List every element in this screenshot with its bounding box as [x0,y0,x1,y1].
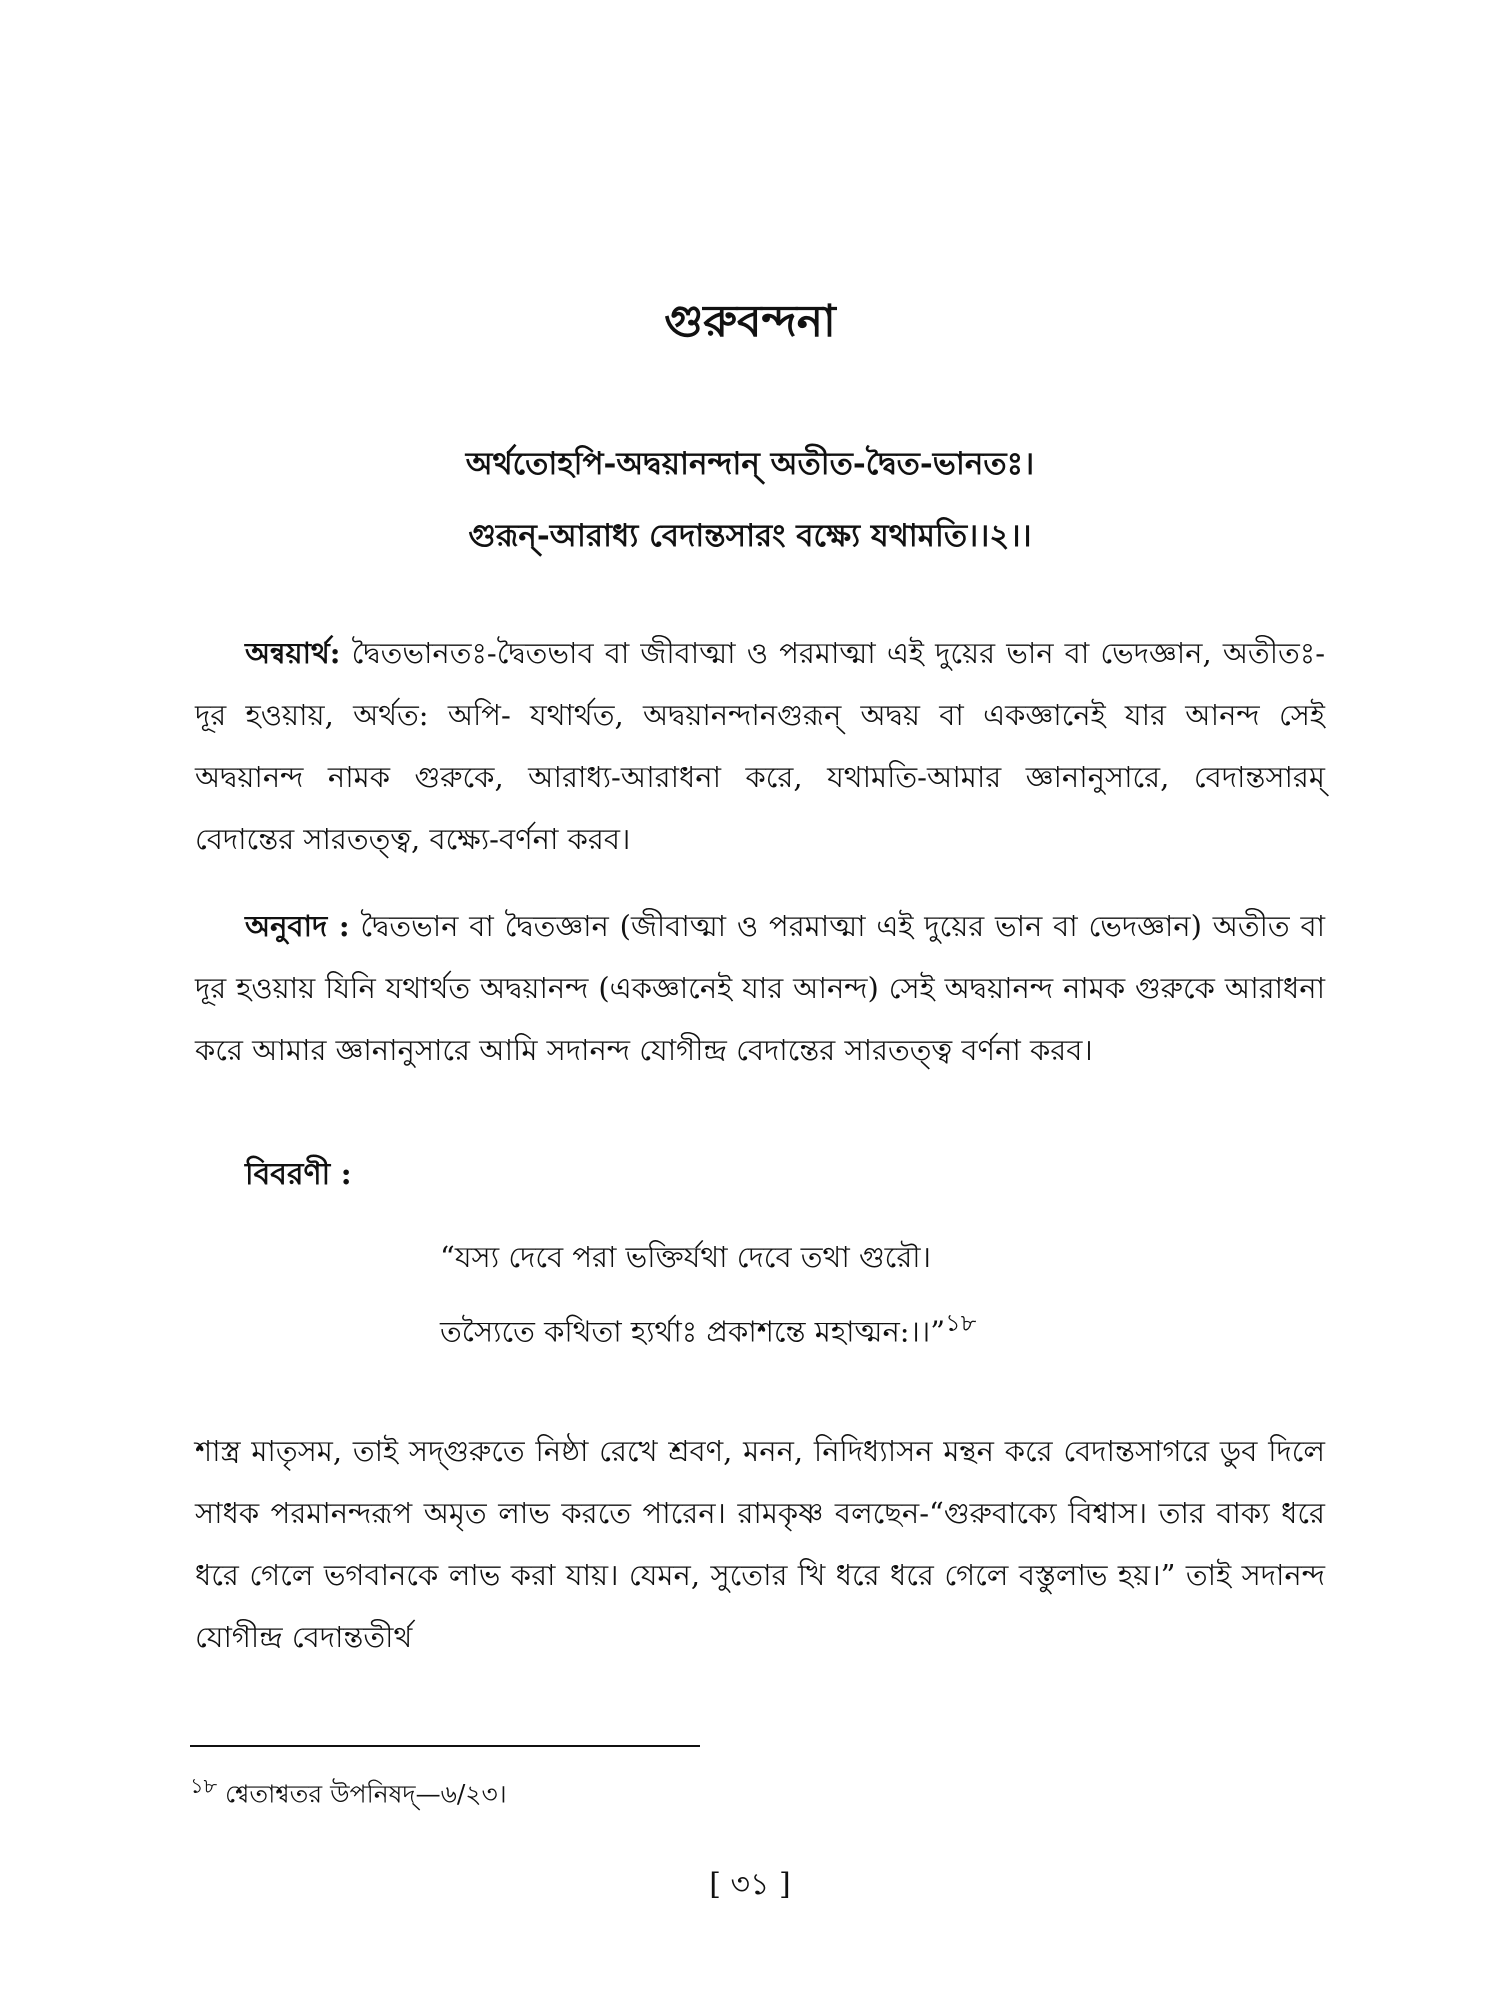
anubad-text: দ্বৈতভান বা দ্বৈতজ্ঞান (জীবাত্মা ও পরমাত্মা এই দুয়ের ভান বা ভেদজ্ঞান) অতীত বা দূর হওয়ায় যিনি যথার্থত অদ্বয়ানন্দ (একজ্ঞানেই যার আনন্দ) সেই অদ্বয়ানন্দ নামক গুরুকে আরাধনা করে আমার জ্ঞানানুসারে আমি সদানন্দ যোগীন্দ্র বেদান্তের সারতত্ত্ব বর্ণনা করব। [195,909,1326,1067]
page-number: [ ৩১ ] [709,1867,791,1902]
page-title: গুরুবন্দনা [664,296,836,347]
quote-line-2-text: তস্যৈতে কথিতা হ্যর্থাঃ প্রকাশন্তে মহাত্মন:।।” [440,1314,946,1349]
quote-line-1: “যস্য দেবে পরা ভক্তির্যথা দেবে তথা গুরৌ। [440,1240,931,1274]
quote-line-2 [440,1305,976,1359]
anubad-paragraph [195,895,1325,1081]
anvayartha-label: অন্বয়ার্থ: [245,636,341,670]
vivarani-label: বিবরণী : [245,1157,352,1192]
footnote-reference: ১৮ [945,1309,977,1337]
verse-line-1: অর্থতোহপি-অদ্বয়ানন্দান্ অতীত-দ্বৈত-ভানতঃ। [465,446,1035,482]
footnote-number: ১৮ [190,1774,218,1798]
footnote-divider [190,1745,700,1747]
footnote-text: শ্বেতাশ্বতর উপনিষদ্—৬/২৩। [224,1779,507,1809]
body-paragraph: শাস্ত্র মাতৃসম, তাই সদ্গুরুতে নিষ্ঠা রেখে শ্রবণ, মনন, নিদিধ্যাসন মন্থন করে বেদান্তসাগরে ডুব দিলে সাধক পরমানন্দরূপ অমৃত লাভ করতে পারেন। রামকৃষ্ণ বলছেন-“গুরুবাক্যে বিশ্বাস। তার বাক্য ধরে ধরে গেলে ভগবানকে লাভ করা যায়। যেমন, সুতোর খি ধরে ধরে গেলে বস্তুলাভ হয়।” তাই সদানন্দ যোগীন্দ্র বেদান্ততীর্থ [195,1434,1325,1654]
anvayartha-text: দ্বৈতভানতঃ-দ্বৈতভাব বা জীবাত্মা ও পরমাত্মা এই দুয়ের ভান বা ভেদজ্ঞান, অতীতঃ-দূর হওয়ায়, অর্থত: অপি- যথার্থত, অদ্বয়ানন্দানগুরূন্ অদ্বয় বা একজ্ঞানেই যার আনন্দ সেই অদ্বয়ানন্দ নামক গুরুকে, আরাধ্য-আরাধনা করে, যথামতি-আমার জ্ঞানানুসারে, বেদান্তসারম্ বেদান্তের সারতত্ত্ব, বক্ষ্যে-বর্ণনা করব। [195,636,1326,856]
anvayartha-paragraph [195,622,1325,870]
anubad-label: অনুবাদ : [245,909,350,943]
footnote [190,1770,507,1817]
verse-line-2: গুরূন্-আরাধ্য বেদান্তসারং বক্ষ্যে যথামতি।।২।। [468,518,1032,554]
